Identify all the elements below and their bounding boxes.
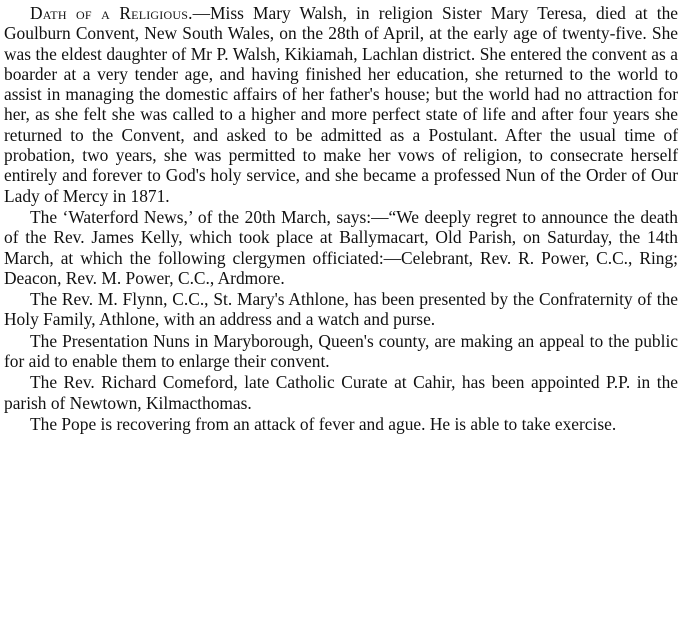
paragraph-text: —Miss Mary Walsh, in religion Sister Mary Teresa, died at the Goulburn Convent, New South Wales, on the 28th of April, at the early age of twenty-five. She was the eldest daughter of Mr P. Walsh, Kikiamah, Lachlan district. She entered the convent as a boarder at a very tender age, and having finished her education, she returned to the world to assist in managing the domestic affairs of her father's house; but the world had no attraction for her, as she felt she was called to a higher and more perfect state of life and after four years she returned to the Convent, and asked to be admitted as a Postulant. After the usual time of probation, two years, she was permitted to make her vows of religion, to consecrate herself entirely and forever to God's holy service, and she became a professed Nun of the Order of Our Lady of Mercy in 1871.	[4, 3, 678, 206]
paragraph-text: The Rev. Richard Comeford, late Catholic Curate at Cahir, has been appointed P.P. in the parish of Newtown, Kilmacthomas.	[4, 372, 678, 413]
paragraph-rev-comeford	[4, 372, 678, 413]
paragraph-rev-flynn	[4, 289, 678, 330]
paragraph-death-of-religious	[4, 3, 678, 206]
paragraph-pope-recovering	[4, 414, 678, 434]
paragraph-text: The Pope is recovering from an attack of fever and ague. He is able to take exercise.	[30, 413, 617, 434]
paragraph-presentation-nuns	[4, 331, 678, 372]
article-headline: Dath of a Religious.	[30, 3, 193, 23]
paragraph-waterford-news	[4, 207, 678, 288]
paragraph-text: The ‘Waterford News,’ of the 20th March, says:—“We deeply regret to announce the death of the Rev. James Kelly, which took place at Ballymacart, Old Parish, on Saturday, the 14th March, at which the following clergymen officiated:—Celebrant, Rev. R. Power, C.C., Ring; Deacon, Rev. M. Power, C.C., Ardmore.	[4, 206, 678, 288]
paragraph-text: The Presentation Nuns in Maryborough, Queen's county, are making an appeal to the public for aid to enable them to enlarge their convent.	[4, 330, 678, 372]
paragraph-text: The Rev. M. Flynn, C.C., St. Mary's Athlone, has been presented by the Confraternity of the Holy Family, Athlone, with an address and a watch and purse.	[4, 289, 678, 330]
